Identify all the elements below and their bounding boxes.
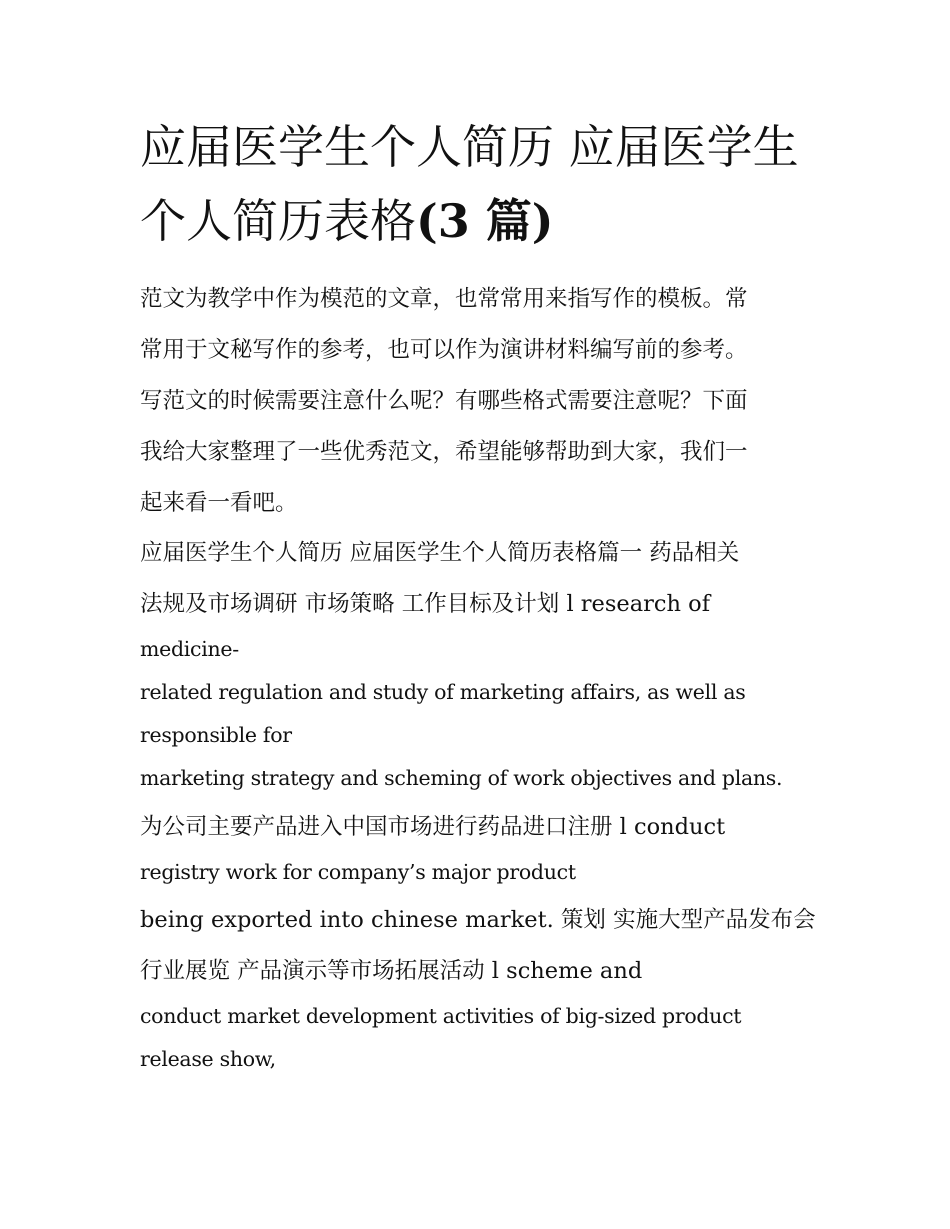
body-line: 行业展览 产品演示等市场拓展活动 l scheme and [140, 958, 643, 984]
intro-line: 范文为教学中作为模范的文章，也常常用来指写作的模板。常 [140, 286, 748, 312]
body-line: 应届医学生个人简历 应届医学生个人简历表格篇一 药品相关 [140, 540, 740, 566]
body-line: 为公司主要产品进入中国市场进行药品进口注册 l conduct [140, 814, 726, 840]
body-line: related regulation and study of marketing affairs, as well as [140, 680, 746, 704]
intro-line: 我给大家整理了一些优秀范文，希望能够帮助到大家，我们一 [140, 439, 748, 465]
document-title-count: (3 篇) [416, 194, 554, 248]
body-line: medicine- [140, 637, 239, 661]
intro-line: 常用于文秘写作的参考，也可以作为演讲材料编写前的参考。 [140, 337, 748, 363]
body-line: marketing strategy and scheming of work objectives and plans. [140, 766, 783, 790]
document-title-text: 应届医学生个人简历 应届医学生个人简历表格 [140, 120, 799, 248]
intro-line: 起来看一看吧。 [140, 490, 298, 516]
body-line: being exported into chinese market. 策划 实施大型产品发布会 [140, 907, 816, 933]
body-line: 法规及市场调研 市场策略 工作目标及计划 l research of [140, 591, 711, 617]
body-line: registry work for company’s major product [140, 860, 576, 884]
body-line: release show, [140, 1047, 276, 1071]
document-title [140, 110, 820, 258]
body-line: conduct market development activities of big-sized product [140, 1004, 742, 1028]
intro-line: 写范文的时候需要注意什么呢？有哪些格式需要注意呢？下面 [140, 388, 748, 414]
body-line: responsible for [140, 723, 292, 747]
